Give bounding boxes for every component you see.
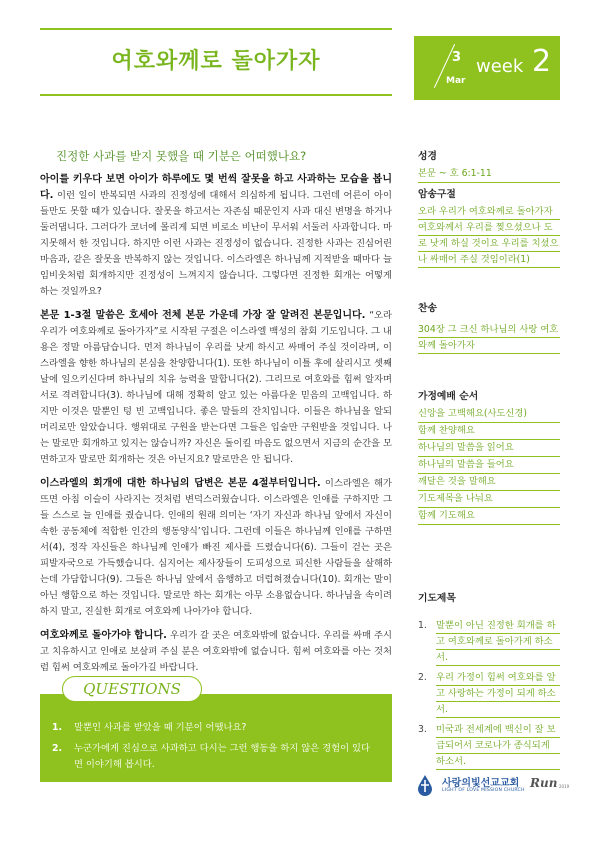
week-month: Mar — [446, 76, 466, 86]
prayer-text: 미국과 전세계에 백신이 잘 보급되어서 코로나가 종식되게 하소서. — [436, 722, 560, 770]
paragraph-text: 우리가 갈 곳은 여호와밖에 없습니다. 우리를 싸매 주시고 치유하시고 인애로 보살펴 주실 분은 여호와밖에 없습니다. 힘써 여호와를 아는 것처럼 힘써 여호와께로 돌아가길 바랍니다. — [40, 630, 392, 673]
questions-box — [40, 680, 392, 782]
church-logo — [414, 774, 574, 800]
church-name: 사랑의빛선교교회 — [442, 778, 520, 789]
paragraph-text: 이스라엘은 해가 뜨면 아침 이슬이 사라지는 것처럼 변덕스러웠습니다. 이스라엘은 인애를 구하지만 그들 스스로 늘 인애를 줬습니다. 인애의 원래 의미는 ‘자기 자신과 하나님 앞에서 자신이 속한 공동체에 적합한 인간의 행동양식’입니다. 그런데 이들은 하나님께 인애를 구하면서(4), 정작 자신들은 하나님께 인애가 빠진 제사를 드렸습니다(6). 그들이 걷는 곳은 피발자국으로 가득했습니다. 심지어는 제사장들이 도피성으로 피신한 사람들을 살해하는데 가담합니다(9). 그들은 하나님 앞에서 음행하고 더럽혀졌습니다(10). 회개는 말이 아닌 행함으로 하는 것입니다. 말로만 하는 회개는 아무 소용없습니다. 하나님을 속이려 하지 말고, 진실한 회개로 여호와께 나아가야 합니다. — [40, 478, 392, 617]
page-title: 여호와께로 돌아가자 — [111, 49, 321, 74]
prayer-text: 말뿐이 아닌 진정한 회개를 하고 여호와께로 돌아가게 하소서. — [436, 618, 560, 666]
prayer-item — [418, 722, 560, 770]
scripture-reference: 본문 ~ 호 6:1-11 — [418, 166, 560, 183]
title-block — [40, 28, 392, 96]
prayer-item — [418, 618, 560, 666]
question-text: 누군가에게 진심으로 사과하고 다시는 그런 행동을 하지 않은 경험이 있다면 이야기해 봅시다. — [74, 743, 371, 770]
question-number: 2. — [52, 743, 63, 754]
paragraph-text: “오라 우리가 여호와께로 돌아가자”로 시작된 구절은 이스라엘 백성의 참회 기도입니다. 그 내용은 정말 아름답습니다. 먼저 하나님이 우리를 낫게 하시고 싸매어 주실 것이라며, 이스라엘을 향한 하나님의 본심을 찬양합니다(1). 또한 하나님이 이틀 후에 살리시고 셋째 날에 일으키신다며 하나님의 치유 능력을 말합니다(2). 그리므로 여호와를 힘써 알자며 서로 격려합니다(3). 하나님에 대해 정확히 알고 있는 아름다운 믿음의 고백입니다. 하지만 이것은 말뿐인 텅 빈 고백입니다. 좋은 말들의 잔치입니다. 이들은 하나님을 알되 머리로만 알았습니다. 행위대로 구원을 받는다면 그들은 입술만 구원받을 것입니다. 나는 말로만 회개하고 있지는 않습니까? 자신은 돌이킬 마음도 없으면서 지금의 순간을 모면하고자 말로만 회개하는 것은 아닌지요? 말로만은 안 됩니다. — [40, 310, 392, 465]
question-text: 말뿐인 사과를 받았을 때 기분이 어땠나요? — [74, 722, 247, 733]
worship-order-title: 가정예배 순서 — [418, 391, 479, 402]
run-logo: Run — [530, 776, 558, 790]
hymn-text: 304장 그 크신 하나님의 사랑 여호와께 돌아가자 — [418, 322, 560, 354]
prayer-title: 기도제목 — [418, 593, 456, 604]
question-number: 1. — [52, 722, 63, 733]
week-label: week — [476, 56, 524, 77]
church-english-name: LIGHT OF LOVE MISSION CHURCH — [442, 788, 525, 793]
scripture-title: 성경 — [418, 151, 437, 162]
hymn-title: 찬송 — [418, 303, 437, 314]
paragraph-lead: 이스라엘의 회개에 대한 하나님의 답변은 본문 4절부터입니다. — [40, 478, 321, 489]
worship-step: 하나님의 말씀을 읽어요 — [418, 440, 560, 457]
paragraph-lead: 아이를 키우다 보면 아이가 하루에도 몇 번씩 잘못을 하고 사과하는 모습을 봅니다. — [40, 174, 392, 201]
prayer-number: 2. — [418, 672, 427, 683]
prayer-number: 3. — [418, 724, 427, 735]
intro-question: 진정한 사과를 받지 못했을 때 기분은 어떠했나요? — [56, 149, 307, 163]
question-item — [52, 741, 372, 773]
devotional-body — [40, 172, 392, 684]
paragraph-3 — [40, 476, 392, 620]
prayer-section — [418, 590, 560, 774]
paragraph-1 — [40, 172, 392, 300]
worship-step: 신앙을 고백해요(사도신경) — [418, 406, 560, 423]
scripture-section — [418, 148, 560, 183]
paragraph-4 — [40, 628, 392, 676]
church-emblem-icon — [414, 774, 436, 796]
paragraph-2 — [40, 308, 392, 468]
worship-order-section — [418, 388, 560, 525]
worship-step: 기도제목을 나눠요 — [418, 491, 560, 508]
prayer-text: 우리 가정이 힘써 여호와를 알고 사랑하는 가정이 되게 하소서. — [436, 670, 560, 718]
week-number: 2 — [532, 44, 552, 79]
question-item — [52, 720, 372, 736]
prayer-number: 1. — [418, 620, 427, 631]
prayer-list — [418, 618, 560, 770]
worship-step: 깨달은 것을 말해요 — [418, 474, 560, 491]
prayer-item — [418, 670, 560, 718]
week-day: 3 — [452, 50, 462, 65]
questions-heading: QUESTIONS — [62, 676, 202, 702]
worship-step: 함께 찬양해요 — [418, 423, 560, 440]
memory-verse-text: 오라 우리가 여호와께로 돌아가자 여호와께서 우리를 찢으셨으나 도로 낫게 하실 것이요 우리를 치셨으나 싸매어 주실 것임이라(1) — [418, 204, 560, 268]
memory-verse-section — [418, 186, 560, 268]
paragraph-text: 이런 일이 반복되면 사과의 진정성에 대해서 의심하게 됩니다. 그런데 어른이 아이들만도 못할 때가 있습니다. 잘못을 하고서는 자존심 때문인지 사과 대신 변명을 하거나 둘러댑니다. 그러다가 코너에 몰리게 되면 비로소 비난이 무서워 서둘러 사과합니다. 마지못해서 한 것입니다. 하지만 이런 사과는 진정성이 없습니다. 진정한 사과는 진심어린 마음과, 같은 잘못을 반복하지 않는 것입니다. 이스라엘은 하나님께 지적받을 때마다 늘 임비웃처럼 회개하지만 진정성이 느껴지지 않습니다. 그렇다면 진정한 회개는 어떻게 하는 것일까요? — [40, 190, 392, 297]
hymn-section — [418, 300, 560, 354]
memory-verse-title: 암송구절 — [418, 189, 456, 200]
week-badge — [414, 36, 560, 100]
paragraph-lead: 본문 1-3절 말씀은 호세아 전체 본문 가운데 가장 잘 알려진 본문입니다. — [40, 310, 366, 321]
title-bottom-rule — [40, 94, 392, 96]
paragraph-lead: 여호와께로 돌아가야 합니다. — [40, 630, 167, 641]
run-year: 2019 — [559, 784, 570, 789]
worship-step: 함께 기도해요 — [418, 508, 560, 525]
questions-list — [52, 720, 372, 778]
worship-step: 하나님의 말씀을 들어요 — [418, 457, 560, 474]
